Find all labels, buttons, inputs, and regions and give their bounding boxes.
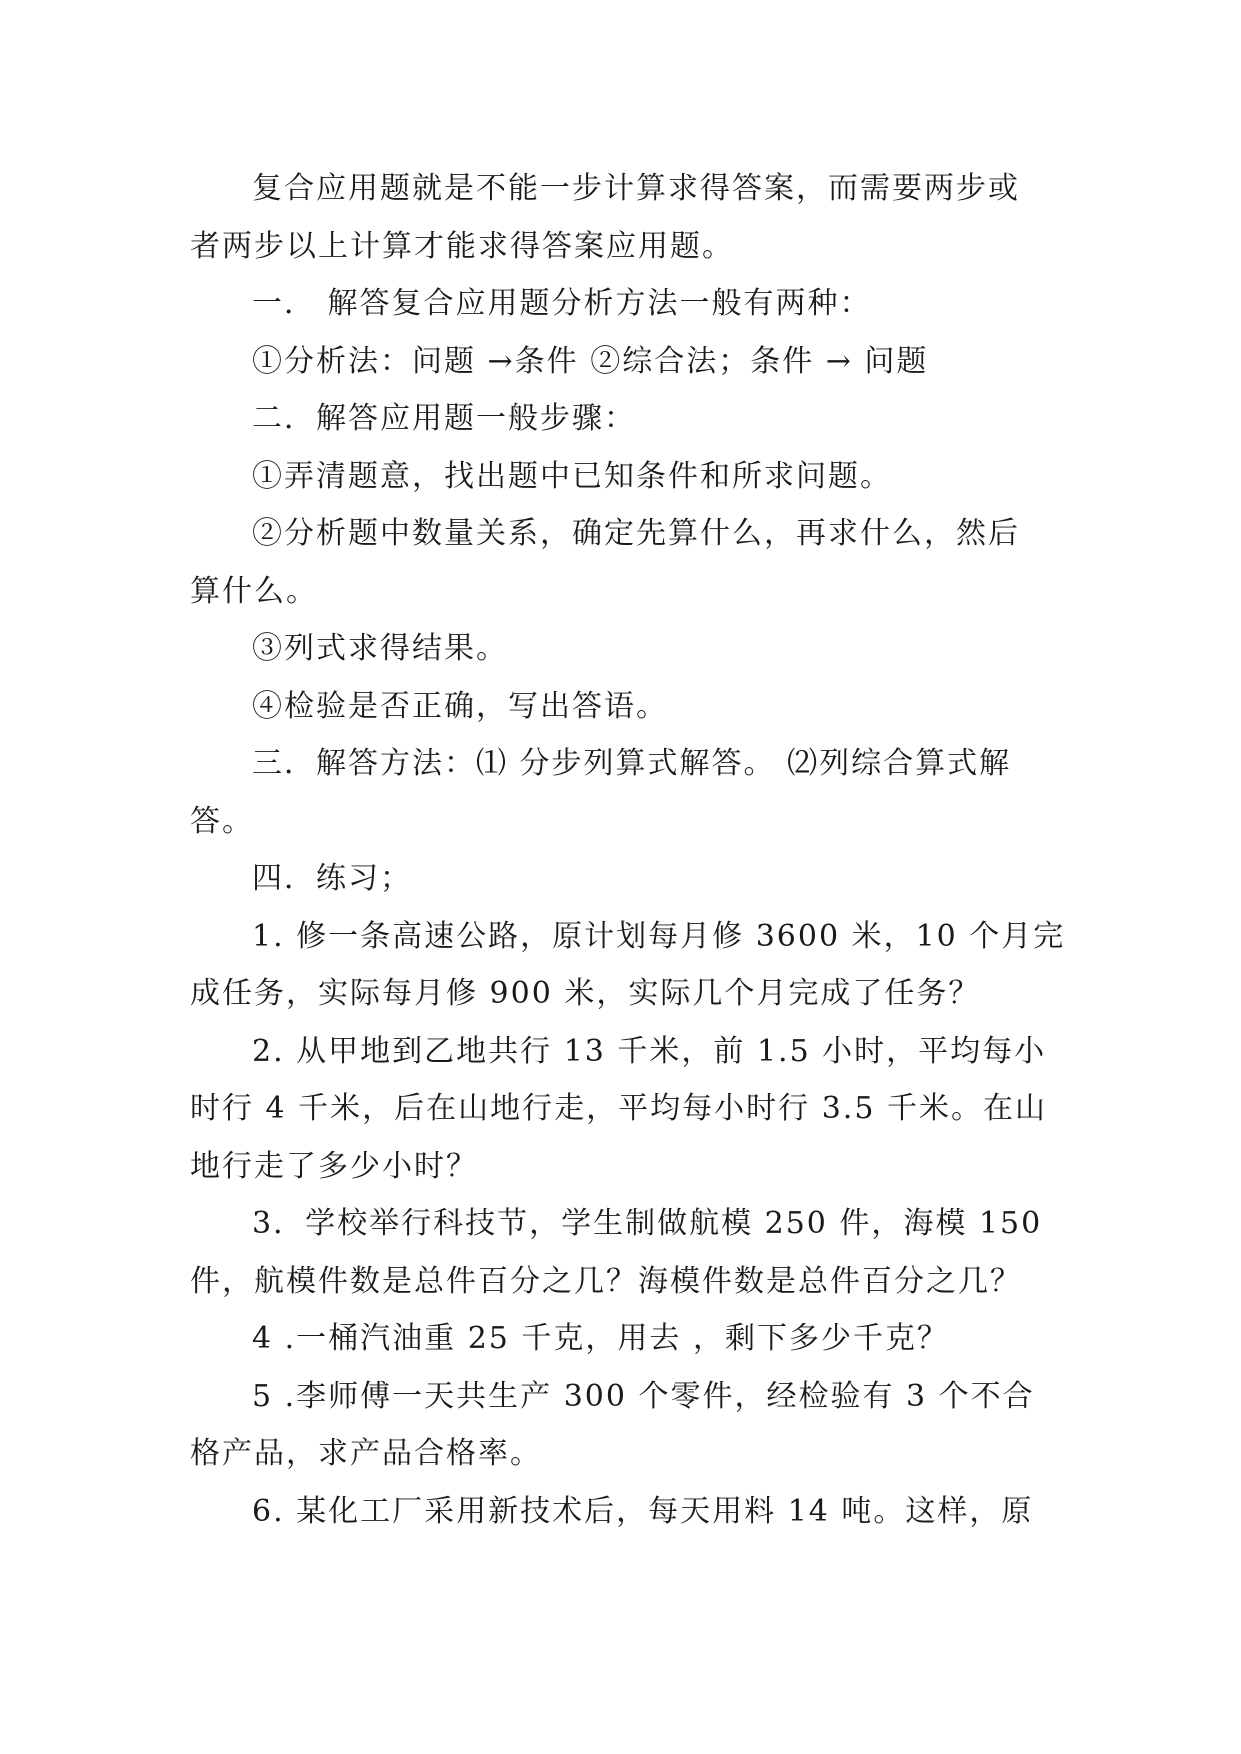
paragraph <box>190 908 1066 1023</box>
paragraph <box>190 505 1050 620</box>
paragraph <box>190 1195 1050 1310</box>
text-line: 2. 从甲地到乙地共行 13 千米，前 1.5 小时，平均每小 <box>252 1033 1047 1069</box>
text-line: 三．解答方法：⑴ 分步列算式解答。 ⑵列综合算式解 <box>252 746 1012 781</box>
paragraph <box>190 160 1050 275</box>
paragraph <box>190 620 1050 678</box>
text-line: ①分析法：问题 →条件 ②综合法；条件 → 问题 <box>252 343 929 379</box>
text-line: ④检验是否正确，写出答语。 <box>252 688 668 724</box>
text-line: 时行 4 千米，后在山地行走，平均每小时行 3.5 千米。在山 <box>190 1091 1047 1126</box>
text-line: 二．解答应用题一般步骤： <box>252 401 636 436</box>
text-line: 四．练习； <box>252 861 412 896</box>
text-line: 格产品，求产品合格率。 <box>190 1436 542 1471</box>
paragraph <box>190 275 1050 333</box>
text-line: 6. 某化工厂采用新技术后，每天用料 14 吨。这样，原 <box>252 1493 1034 1529</box>
paragraph <box>190 735 1050 850</box>
text-line: 答。 <box>190 803 254 839</box>
paragraph <box>190 850 1050 908</box>
paragraph <box>190 678 1050 736</box>
text-line: 1. 修一条高速公路，原计划每月修 3600 米，10 个月完 <box>252 918 1066 954</box>
text-line: 成任务，实际每月修 900 米，实际几个月完成了任务？ <box>190 976 981 1011</box>
text-line: ①弄清题意，找出题中已知条件和所求问题。 <box>252 458 892 494</box>
text-line: 算什么。 <box>190 573 318 609</box>
paragraph <box>190 333 1050 391</box>
document-body <box>190 160 1066 1540</box>
text-line: 5 .李师傅一天共生产 300 个零件，经检验有 3 个不合 <box>252 1378 1035 1414</box>
text-line: 者两步以上计算才能求得答案应用题。 <box>190 228 734 264</box>
paragraph <box>190 390 1050 448</box>
paragraph <box>190 1368 1050 1483</box>
paragraph <box>190 1483 1050 1541</box>
text-line: 复合应用题就是不能一步计算求得答案，而需要两步或 <box>252 171 1020 206</box>
paragraph <box>190 1310 1050 1368</box>
text-line: 一． 解答复合应用题分析方法一般有两种： <box>252 286 872 321</box>
text-line: 件，航模件数是总件百分之几？海模件数是总件百分之几？ <box>190 1263 1022 1299</box>
text-line: ②分析题中数量关系，确定先算什么，再求什么，然后 <box>252 516 1020 551</box>
text-line: 3．学校举行科技节，学生制做航模 250 件，海模 150 <box>252 1206 1043 1241</box>
text-line: 4 .一桶汽油重 25 千克，用去 ，剩下多少千克？ <box>252 1321 949 1356</box>
paragraph <box>190 448 1050 506</box>
paragraph <box>190 1023 1050 1196</box>
text-line: 地行走了多少小时？ <box>190 1148 478 1184</box>
text-line: ③列式求得结果。 <box>252 631 508 666</box>
